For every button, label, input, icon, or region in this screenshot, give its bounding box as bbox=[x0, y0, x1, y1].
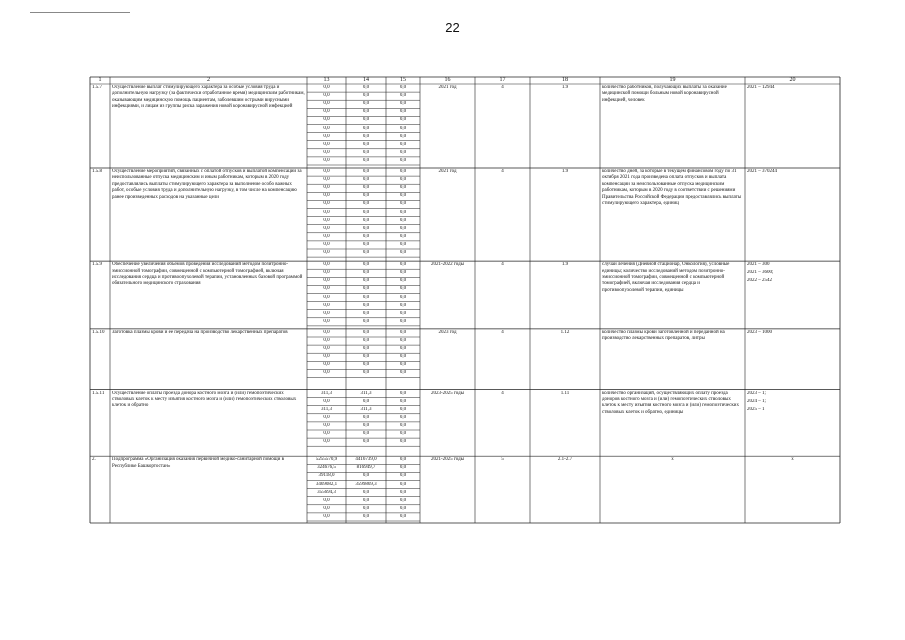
row-indicator: случаи лечения (Дневной стационар, Онкология), условные единицы; количество исследований методом позитронно-эмиссионной томографии, совмещенной с компьютерной томографией, включая исследования сердца и противоопухолевой терапии, единицы bbox=[602, 262, 730, 293]
value-cell: 0,0 bbox=[362, 101, 370, 107]
value-cell: 0,0 bbox=[399, 101, 407, 107]
row-col17: 5 bbox=[501, 457, 504, 463]
value-cell: 0,0 bbox=[362, 125, 370, 131]
row-col17: 4 bbox=[501, 262, 504, 268]
row-period: 2023-2025 годы bbox=[430, 390, 465, 396]
row-title: Подпрограмма «Организация оказания первичной медико-санитарной помощи в Республике Башкортостан» bbox=[112, 457, 284, 469]
value-cell: 0,0 bbox=[362, 241, 370, 247]
value-cell: 3469082,1 bbox=[315, 481, 338, 487]
value-cell: 0,0 bbox=[362, 262, 370, 268]
value-cell: 0,0 bbox=[323, 354, 330, 360]
row-title: Заготовка плазмы крови и ее передача на производство лекарственных препаратов bbox=[112, 329, 288, 335]
value-cell: 0,0 bbox=[399, 209, 407, 215]
value-cell: 0,0 bbox=[399, 177, 407, 183]
row-period: 2021-2022 годы bbox=[430, 262, 465, 268]
value-cell: 0,0 bbox=[399, 133, 407, 139]
value-cell: 0,0 bbox=[362, 431, 370, 436]
row-col18: 1.9 bbox=[561, 169, 569, 174]
value-cell: 0,0 bbox=[362, 225, 370, 231]
header-cell: 18 bbox=[562, 77, 568, 83]
row-title: Осуществление выплат стимулирующего характера за особые условия труда и дополнительную нагрузку (за фактически отработанное время) медицинским работникам, оказывающим медицинскую помощь пациентам, заболевшим острыми вирусными инфекциями, и лицам из группы риска заражения новой коронавирусной инфекцией bbox=[112, 85, 305, 110]
value-cell: 0,0 bbox=[362, 318, 370, 324]
value-cell: 0,0 bbox=[323, 310, 330, 316]
value-cell: 0,0 bbox=[323, 217, 330, 223]
value-cell: 0,0 bbox=[399, 390, 407, 396]
value-cell: 311,3 bbox=[320, 390, 333, 396]
value-cell: 0,0 bbox=[323, 169, 330, 174]
value-cell: 39118,0 bbox=[318, 473, 335, 479]
value-cell: 0,0 bbox=[399, 286, 407, 292]
value-cell: 0,0 bbox=[362, 294, 370, 300]
value-cell: 0,0 bbox=[399, 149, 407, 155]
value-cell: 0,0 bbox=[399, 262, 407, 268]
row-number: 1.5.7 bbox=[92, 85, 102, 90]
value-cell: 0,0 bbox=[362, 439, 370, 445]
value-cell: 0,0 bbox=[399, 125, 407, 131]
value-cell: 0,0 bbox=[399, 431, 407, 436]
row-number: 1.5.8 bbox=[92, 169, 102, 174]
value-cell: 0,0 bbox=[399, 169, 407, 174]
value-cell: 0,0 bbox=[399, 193, 407, 199]
row-result: 2021 – 3600; bbox=[747, 270, 774, 276]
row-period: 2021 год bbox=[438, 85, 457, 90]
value-cell: 0,0 bbox=[399, 422, 407, 428]
value-cell: 0,0 bbox=[362, 93, 370, 99]
row-col18: 2.1-2.7 bbox=[557, 457, 573, 463]
value-cell: 4416739,0 bbox=[355, 457, 377, 463]
value-cell: 0,0 bbox=[323, 278, 330, 284]
value-cell: 5255570,9 bbox=[315, 457, 338, 463]
value-cell: 0,0 bbox=[323, 177, 330, 183]
header-cell: 17 bbox=[499, 77, 506, 83]
value-cell: 0,0 bbox=[399, 302, 407, 308]
value-cell: 0,0 bbox=[362, 141, 370, 147]
row-result: 2023 – 1000 bbox=[747, 329, 772, 335]
value-cell: 3599869,3 bbox=[355, 481, 377, 487]
value-cell: 0,0 bbox=[323, 101, 330, 107]
value-cell: 0,0 bbox=[362, 513, 370, 519]
value-cell: 0,0 bbox=[323, 250, 330, 255]
row-period: 2023 год bbox=[438, 329, 457, 335]
value-cell: 0,0 bbox=[399, 489, 407, 495]
value-cell: 0,0 bbox=[362, 109, 370, 115]
value-cell: 0,0 bbox=[362, 329, 370, 335]
row-indicator: количество организаций, осуществляющих оплату проезда доноров костного мозга и (или) гемопоэтических стволовых клеток к месту изъятия костного мозга и (или) гемопоэтических стволовых клеток и обратно, единицы bbox=[602, 390, 739, 415]
value-cell: 0,0 bbox=[399, 93, 407, 99]
value-cell: 0,0 bbox=[323, 414, 330, 420]
value-cell: 0,0 bbox=[399, 117, 407, 123]
value-cell: 0,0 bbox=[362, 185, 370, 191]
value-cell: 0,0 bbox=[399, 473, 407, 479]
value-cell: 0,0 bbox=[323, 505, 330, 511]
value-cell: 0,0 bbox=[362, 310, 370, 316]
value-cell: 0,0 bbox=[399, 370, 407, 376]
row-title: Обеспечение увеличения объемов проведения исследований методом позитронно-эмиссионной томографии, совмещенной с компьютерной томографией, включая исследования сердца и противоопухолевой терапии, установленных базовой программой обязательного медицинского страхования bbox=[112, 262, 303, 287]
value-cell: 0,0 bbox=[323, 302, 330, 308]
value-cell: 0,0 bbox=[362, 422, 370, 428]
value-cell: 0,0 bbox=[323, 109, 330, 115]
value-cell: 0,0 bbox=[323, 85, 330, 90]
value-cell: 0,0 bbox=[323, 431, 330, 436]
value-cell: 0,0 bbox=[323, 125, 330, 131]
value-cell: 0,0 bbox=[399, 497, 407, 503]
header-cell: 2 bbox=[207, 77, 210, 83]
row-title: Осуществление мероприятий, связанных с оплатой отпусков и выплатой компенсации за неиспользованные отпуска медицинским и иным работникам, которым в 2020 году предоставлялись выплаты стимулирующего характера за выполнение особо важных работ, особые условия труда и дополнительную нагрузку, в том числе на компенсацию ранее произведенных расходов на указанные цели bbox=[112, 169, 302, 200]
row-result: 2023 – 1; bbox=[747, 390, 766, 396]
value-cell: 0,0 bbox=[323, 294, 330, 300]
row-col18: 1.9 bbox=[561, 85, 569, 90]
value-cell: 0,0 bbox=[323, 513, 330, 519]
row-number: 1.5.9 bbox=[92, 262, 102, 268]
value-cell: 0,0 bbox=[323, 117, 330, 123]
value-cell: 0,0 bbox=[323, 193, 330, 199]
value-cell: 0,0 bbox=[323, 157, 330, 163]
value-cell: 0,0 bbox=[362, 149, 370, 155]
row-col17: 4 bbox=[501, 169, 504, 174]
value-cell: 0,0 bbox=[323, 398, 330, 404]
value-cell: 0,0 bbox=[362, 169, 370, 174]
page-number: 22 bbox=[445, 20, 460, 35]
value-cell: 0,0 bbox=[362, 414, 370, 420]
value-cell: 0,0 bbox=[323, 149, 330, 155]
value-cell: 0,0 bbox=[399, 439, 407, 445]
header-cell: 1 bbox=[98, 77, 102, 83]
value-cell: 311,3 bbox=[360, 390, 372, 396]
row-col18: 1.12 bbox=[560, 329, 570, 335]
value-cell: 0,0 bbox=[399, 233, 407, 239]
value-cell: 0,0 bbox=[399, 109, 407, 115]
value-cell: 0,0 bbox=[399, 329, 407, 335]
value-cell: 0,0 bbox=[362, 278, 370, 284]
row-number: 1.5.11 bbox=[92, 390, 105, 396]
value-cell: 0,0 bbox=[399, 141, 407, 147]
value-cell: 0,0 bbox=[323, 439, 330, 445]
value-cell: 0,0 bbox=[362, 489, 370, 495]
value-cell: 311,3 bbox=[360, 406, 372, 412]
header-cell: 14 bbox=[363, 77, 369, 83]
value-cell: 0,0 bbox=[399, 185, 407, 191]
row-result: 2022 – 2542 bbox=[747, 278, 772, 284]
value-cell: 0,0 bbox=[399, 465, 407, 471]
value-cell: 0,0 bbox=[323, 141, 330, 147]
value-cell: 0,0 bbox=[399, 318, 407, 324]
value-cell: 0,0 bbox=[399, 241, 407, 247]
value-cell: 0,0 bbox=[323, 329, 330, 335]
value-cell: 0,0 bbox=[362, 250, 370, 255]
value-cell: 0,0 bbox=[362, 346, 370, 352]
value-cell: 0,0 bbox=[323, 262, 330, 268]
value-cell: 355694,3 bbox=[317, 489, 336, 495]
row-col17: 4 bbox=[501, 329, 504, 335]
value-cell: 0,0 bbox=[362, 362, 370, 368]
row-period: 2021 год bbox=[438, 169, 457, 174]
value-cell: 324676,5 bbox=[317, 465, 336, 471]
row-result: 2024 – 1; bbox=[747, 398, 766, 404]
value-cell: 0,0 bbox=[362, 233, 370, 239]
value-cell: 0,0 bbox=[399, 481, 407, 487]
value-cell: 0,0 bbox=[362, 133, 370, 139]
value-cell: 0,0 bbox=[362, 117, 370, 123]
value-cell: 0,0 bbox=[362, 354, 370, 360]
value-cell: 0,0 bbox=[323, 286, 330, 292]
value-cell: 0,0 bbox=[399, 217, 407, 223]
header-cell: 20 bbox=[789, 77, 796, 83]
value-cell: 0,0 bbox=[399, 406, 407, 412]
value-cell: 0,0 bbox=[399, 294, 407, 300]
value-cell: 0,0 bbox=[323, 497, 330, 503]
value-cell: 0,0 bbox=[362, 85, 370, 90]
row-title: Осуществление оплаты проезда донора костного мозга и (или) гемопоэтических стволовых клеток к месту изъятия костного мозга и (или) гемопоэтических стволовых клеток и обратно bbox=[112, 390, 297, 409]
header-cell: 15 bbox=[400, 77, 406, 83]
value-cell: 0,0 bbox=[362, 193, 370, 199]
row-number: 2. bbox=[92, 457, 96, 463]
value-cell: 0,0 bbox=[399, 157, 407, 163]
value-cell: 0,0 bbox=[323, 225, 330, 231]
value-cell: 0,0 bbox=[399, 201, 407, 207]
value-cell: 0,0 bbox=[323, 338, 330, 343]
header-cell: 19 bbox=[669, 77, 676, 83]
value-cell: 816949,7 bbox=[356, 465, 376, 471]
value-cell: 0,0 bbox=[362, 505, 370, 511]
row-result: 2021 – 370244 bbox=[747, 169, 777, 174]
value-cell: 0,0 bbox=[323, 422, 330, 428]
value-cell: 0,0 bbox=[323, 370, 330, 376]
value-cell: 0,0 bbox=[399, 346, 407, 352]
value-cell: 0,0 bbox=[362, 201, 370, 207]
value-cell: 0,0 bbox=[362, 473, 370, 479]
row-result: 2025 – 1 bbox=[747, 406, 765, 412]
value-cell: 0,0 bbox=[323, 270, 330, 276]
value-cell: 0,0 bbox=[399, 225, 407, 231]
value-cell: 0,0 bbox=[399, 354, 407, 360]
value-cell: 0,0 bbox=[362, 217, 370, 223]
value-cell: 0,0 bbox=[362, 286, 370, 292]
value-cell: 0,0 bbox=[323, 318, 330, 324]
row-col18: 1.11 bbox=[560, 390, 570, 396]
value-cell: 0,0 bbox=[399, 362, 407, 368]
value-cell: 0,0 bbox=[362, 270, 370, 276]
value-cell: 0,0 bbox=[362, 370, 370, 376]
value-cell: 0,0 bbox=[323, 362, 330, 368]
value-cell: 0,0 bbox=[362, 157, 370, 163]
header-cell: 16 bbox=[444, 77, 451, 83]
value-cell: 0,0 bbox=[323, 241, 330, 247]
row-indicator: количество работников, получающих выплаты за оказание медицинской помощи больным новой коронавирусной инфекцией, человек bbox=[602, 85, 727, 103]
value-cell: 0,0 bbox=[323, 93, 330, 99]
value-cell: 0,0 bbox=[399, 278, 407, 284]
value-cell: 0,0 bbox=[399, 270, 407, 276]
row-result: 2021 – 300 bbox=[747, 262, 770, 268]
value-cell: 0,0 bbox=[323, 346, 330, 352]
value-cell: 0,0 bbox=[362, 398, 370, 404]
value-cell: 0,0 bbox=[362, 497, 370, 503]
value-cell: 0,0 bbox=[399, 457, 407, 463]
header-cell: 13 bbox=[323, 77, 330, 83]
value-cell: 0,0 bbox=[399, 398, 407, 404]
row-number: 1.5.10 bbox=[92, 329, 105, 335]
row-indicator: количество плазмы крови заготовленной и переданной на производство лекарственных препаратов, литры bbox=[602, 329, 725, 342]
value-cell: 0,0 bbox=[323, 133, 330, 139]
row-col17: 4 bbox=[501, 390, 504, 396]
value-cell: 0,0 bbox=[362, 177, 370, 183]
value-cell: 311,3 bbox=[320, 406, 333, 412]
value-cell: 0,0 bbox=[399, 414, 407, 420]
value-cell: 0,0 bbox=[362, 209, 370, 215]
value-cell: 0,0 bbox=[399, 310, 407, 316]
row-col18: 1.9 bbox=[561, 262, 569, 268]
row-result: х bbox=[791, 457, 794, 463]
value-cell: 0,0 bbox=[399, 513, 407, 519]
value-cell: 0,0 bbox=[323, 233, 330, 239]
value-cell: 0,0 bbox=[362, 302, 370, 308]
value-cell: 0,0 bbox=[399, 505, 407, 511]
value-cell: 0,0 bbox=[399, 338, 407, 343]
value-cell: 0,0 bbox=[323, 185, 330, 191]
value-cell: 0,0 bbox=[399, 250, 407, 255]
row-period: 2021-2025 годы bbox=[430, 457, 465, 463]
value-cell: 0,0 bbox=[323, 201, 330, 207]
row-indicator: х bbox=[671, 457, 674, 463]
row-indicator: количество дней, за которые в текущем финансовом году по 31 октября 2021 года произведена оплата отпусков и выплата компенсации за неиспользованные отпуска медицинским работникам, которым в 2020 году в соответствии с решениями Правительства Российской Федерации предоставлялись выплаты стимулирующего характера, единиц bbox=[602, 169, 742, 207]
value-cell: 0,0 bbox=[323, 209, 330, 215]
row-col17: 4 bbox=[501, 85, 504, 90]
value-cell: 0,0 bbox=[362, 338, 370, 343]
value-cell: 0,0 bbox=[399, 85, 407, 90]
row-result: 2021 – 12944 bbox=[747, 85, 775, 90]
